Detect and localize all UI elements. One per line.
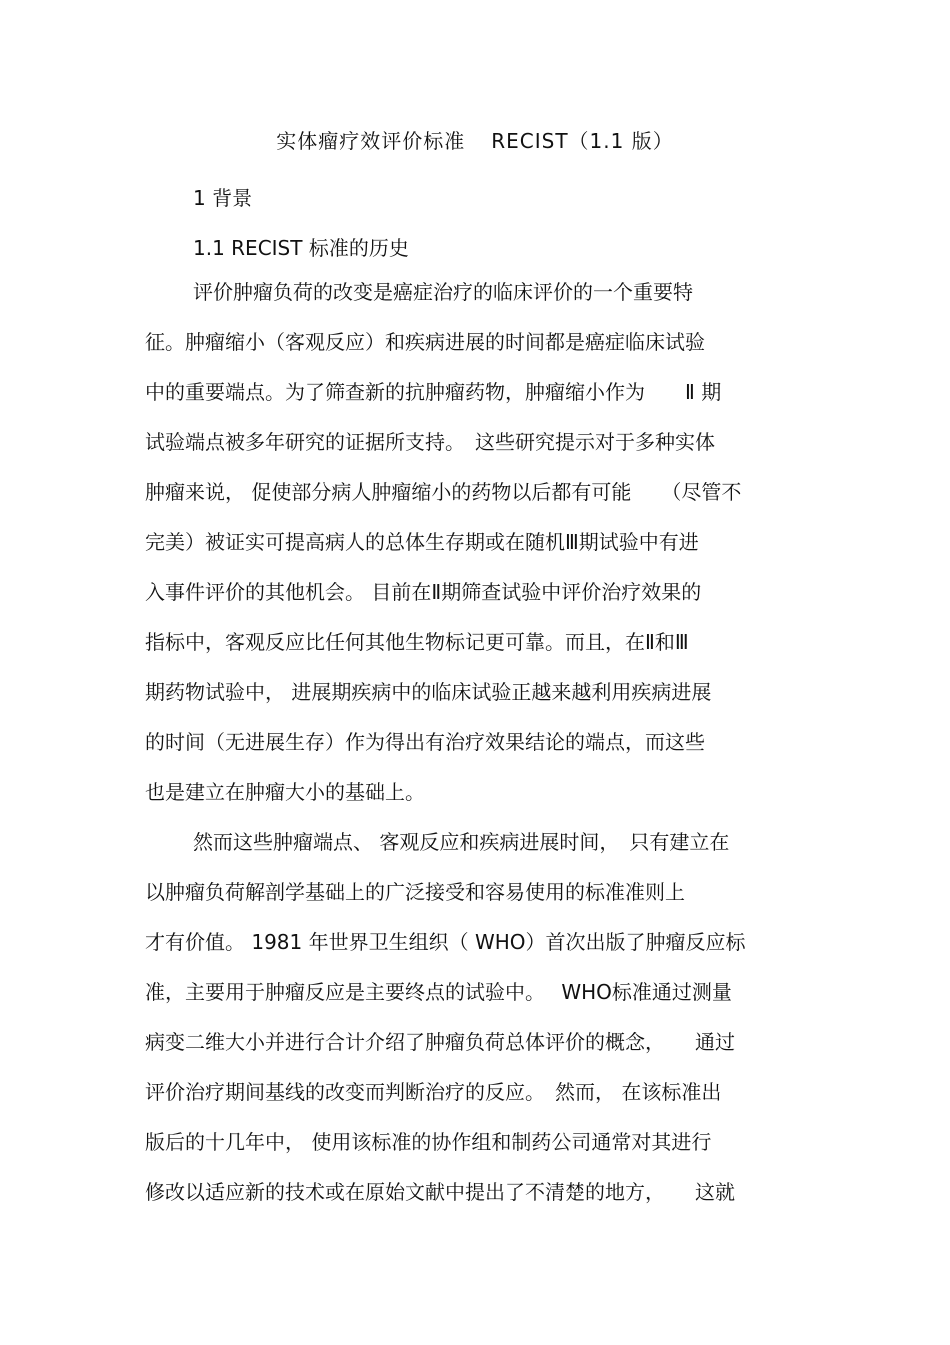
paragraph-line: 征。肿瘤缩小（客观反应）和疾病进展的时间都是癌症临床试验: [145, 330, 705, 354]
title-main: 实体瘤疗效评价标准: [276, 129, 466, 153]
paragraph-line: 评价肿瘤负荷的改变是癌症治疗的临床评价的一个重要特: [193, 280, 693, 304]
title-sub: RECIST（1.1 版）: [491, 129, 674, 153]
paragraph-line: 的时间（无进展生存）作为得出有治疗效果结论的端点，而这些: [145, 730, 705, 754]
paragraph-line: 完美）被证实可提高病人的总体生存期或在随机Ⅲ期试验中有进: [145, 530, 699, 554]
paragraph-line: 准，主要用于肿瘤反应是主要终点的试验中。 WHO标准通过测量: [145, 980, 732, 1004]
paragraph-line: 评价治疗期间基线的改变而判断治疗的反应。 然而， 在该标准出: [145, 1080, 722, 1104]
paragraph-line: 指标中，客观反应比任何其他生物标记更可靠。而且，在Ⅱ和Ⅲ: [145, 630, 689, 654]
paragraph-line: 版后的十几年中， 使用该标准的协作组和制药公司通常对其进行: [145, 1130, 712, 1154]
paragraph-line: 期药物试验中， 进展期疾病中的临床试验正越来越利用疾病进展: [145, 680, 712, 704]
paragraph-line: 才有价值。 1981 年世界卫生组织（ WHO）首次出版了肿瘤反应标: [145, 930, 746, 954]
paragraph-line: 入事件评价的其他机会。 目前在Ⅱ期筛查试验中评价治疗效果的: [145, 580, 702, 604]
paragraph-line: 试验端点被多年研究的证据所支持。 这些研究提示对于多种实体: [145, 430, 715, 454]
paragraph-line: 也是建立在肿瘤大小的基础上。: [145, 780, 425, 804]
paragraph-line: 肿瘤来说， 促使部分病人肿瘤缩小的药物以后都有可能 （尽管不: [145, 480, 742, 504]
paragraph-line: 病变二维大小并进行合计介绍了肿瘤负荷总体评价的概念， 通过: [145, 1030, 735, 1054]
paragraph-line: 修改以适应新的技术或在原始文献中提出了不清楚的地方， 这就: [145, 1180, 735, 1204]
section-heading-1: 1 背景: [193, 186, 253, 210]
section-heading-1-1: 1.1 RECIST 标准的历史: [193, 236, 409, 260]
document-title: [0, 125, 950, 154]
paragraph-line: 中的重要端点。为了筛查新的抗肿瘤药物，肿瘤缩小作为 Ⅱ 期: [145, 380, 722, 404]
paragraph-line: 以肿瘤负荷解剖学基础上的广泛接受和容易使用的标准准则上: [145, 880, 685, 904]
paragraph-line: 然而这些肿瘤端点、 客观反应和疾病进展时间， 只有建立在: [193, 830, 730, 854]
